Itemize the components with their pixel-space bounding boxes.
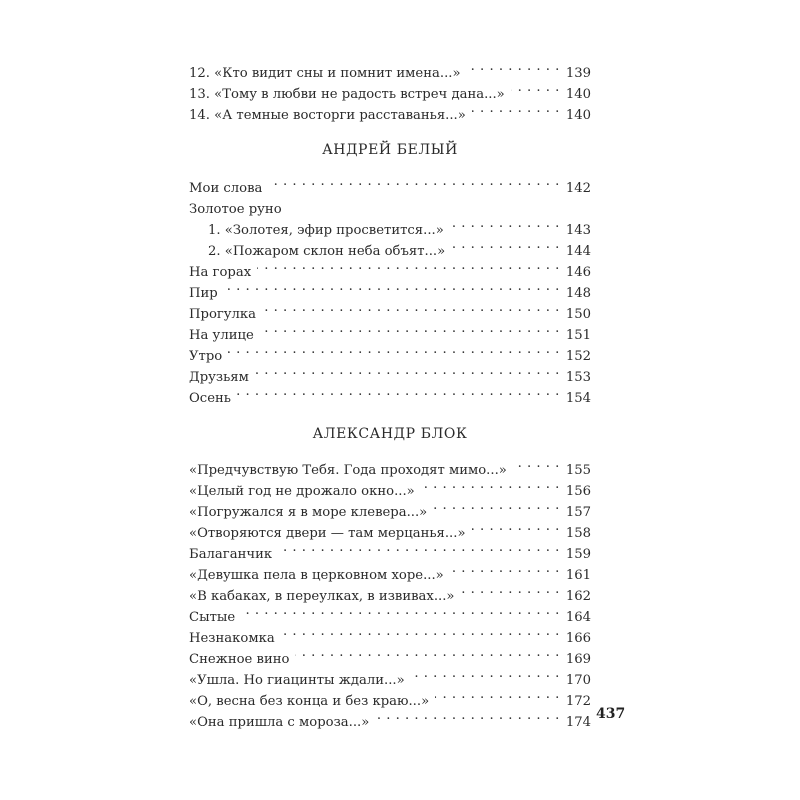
dot-leader [241, 600, 560, 621]
toc-entry-title: Пир [189, 286, 218, 301]
toc-entry [189, 171, 591, 196]
toc-entry-title: 13. «Тому в любви не радость встреч дана...» [189, 87, 505, 102]
dot-leader [450, 213, 560, 234]
dot-leader [278, 537, 560, 558]
dot-leader [467, 56, 560, 77]
toc-entry-page: 159 [565, 547, 591, 562]
toc-list-bely [189, 171, 591, 406]
section-heading-bely: АНДРЕЙ БЕЛЫЙ [322, 142, 458, 158]
toc-entry [189, 56, 591, 81]
toc-entry-title: 14. «А темные восторги расставанья...» [189, 108, 466, 123]
dot-leader [451, 234, 560, 255]
toc-entry-page: 169 [565, 652, 591, 667]
toc-entry-page: 155 [565, 463, 591, 478]
toc-entry-page: 156 [565, 484, 591, 499]
toc-entry [189, 276, 591, 301]
dot-leader [472, 98, 560, 119]
toc-list-blok [189, 453, 591, 730]
toc-entry-page: 153 [565, 370, 591, 385]
page-number: 437 [596, 706, 626, 722]
toc-entry-page: 152 [565, 349, 591, 364]
toc-entry-title: «Целый год не дрожало окно...» [189, 484, 415, 499]
toc-entry [189, 381, 591, 406]
toc-entry-title: Утро [189, 349, 223, 364]
dot-leader [281, 621, 560, 642]
toc-entry-title: На улице [189, 328, 254, 343]
toc-entry-page: 142 [565, 181, 591, 196]
dot-leader [237, 381, 560, 402]
toc-entry-title: 2. «Пожаром склон неба объят...» [208, 244, 446, 259]
toc-entry [189, 453, 591, 478]
toc-entry-page: 154 [565, 391, 591, 406]
toc-entry-title: 1. «Золотея, эфир просветится...» [208, 223, 444, 238]
toc-entry-title: Золотое руно [189, 202, 282, 217]
toc-entry-title: На горах [189, 265, 252, 280]
toc-entry-page: 164 [565, 610, 591, 625]
dot-leader [472, 516, 560, 537]
toc-entry [189, 360, 591, 385]
toc-entry-title: «Погружался я в море клевера...» [189, 505, 428, 520]
section-heading-blok: АЛЕКСАНДР БЛОК [312, 426, 468, 442]
toc-entry-title: Снежное вино [189, 652, 290, 667]
dot-leader [433, 495, 560, 516]
dot-leader [460, 579, 559, 600]
toc-entry-title: Сытые [189, 610, 236, 625]
dot-leader [260, 318, 560, 339]
toc-entry-page: 157 [565, 505, 591, 520]
toc-entry-title: «В кабаках, в переулках, в извивах...» [189, 589, 455, 604]
toc-entry [189, 297, 591, 322]
dot-leader [450, 558, 560, 579]
toc-entry-title: Балаганчик [189, 547, 273, 562]
toc-entry-title: «Отворяются двери — там мерцанья...» [189, 526, 466, 541]
dot-leader [228, 339, 560, 360]
toc-entry-page: 166 [565, 631, 591, 646]
toc-entry-page: 146 [565, 265, 591, 280]
toc-entry-title: Мои слова [189, 181, 263, 196]
dot-leader [255, 360, 560, 381]
toc-entry-page: 140 [565, 108, 591, 123]
dot-leader [511, 77, 560, 98]
dot-leader [262, 297, 560, 318]
toc-entry-title: «О, весна без конца и без краю...» [189, 694, 430, 709]
toc-entry-title: Прогулка [189, 307, 257, 322]
toc-entry-title: «Девушка пела в церковном хоре...» [189, 568, 444, 583]
toc-entry-page: 143 [565, 223, 591, 238]
toc-entry [189, 339, 591, 364]
toc-entry-page: 139 [565, 66, 591, 81]
toc-entry-title: «Она пришла с мороза...» [189, 715, 370, 730]
dot-leader [421, 474, 560, 495]
dot-leader [295, 642, 559, 663]
toc-entry-title: Незнакомка [189, 631, 275, 646]
toc-entry-page: 162 [565, 589, 591, 604]
toc-entry-page: 170 [565, 673, 591, 688]
toc-entry-title: «Предчувствую Тебя. Года проходят мимо...» [189, 463, 507, 478]
toc-list-previous-section [189, 56, 591, 123]
dot-leader [224, 276, 560, 297]
toc-entry-title: Осень [189, 391, 231, 406]
toc-entry-page: 151 [565, 328, 591, 343]
dot-leader [411, 663, 560, 684]
toc-entry-title: Друзьям [189, 370, 249, 385]
toc-entry [189, 621, 591, 646]
dot-leader [513, 453, 560, 474]
dot-leader [268, 171, 559, 192]
dot-leader [257, 255, 560, 276]
toc-entry-title: 12. «Кто видит сны и помнит имена...» [189, 66, 461, 81]
toc-entry [189, 600, 591, 625]
toc-entry-page: 172 [565, 694, 591, 709]
toc-entry-title: «Ушла. Но гиацинты ждали...» [189, 673, 405, 688]
toc-entry-page: 144 [565, 244, 591, 259]
toc-entry-page: 148 [565, 286, 591, 301]
dot-leader [375, 705, 560, 726]
toc-entry-page: 140 [565, 87, 591, 102]
toc-entry-page: 161 [565, 568, 591, 583]
dot-leader [435, 684, 560, 705]
table-of-contents [189, 56, 591, 730]
toc-entry-page: 150 [565, 307, 591, 322]
toc-entry-page: 158 [565, 526, 591, 541]
toc-entry-page: 174 [565, 715, 591, 730]
